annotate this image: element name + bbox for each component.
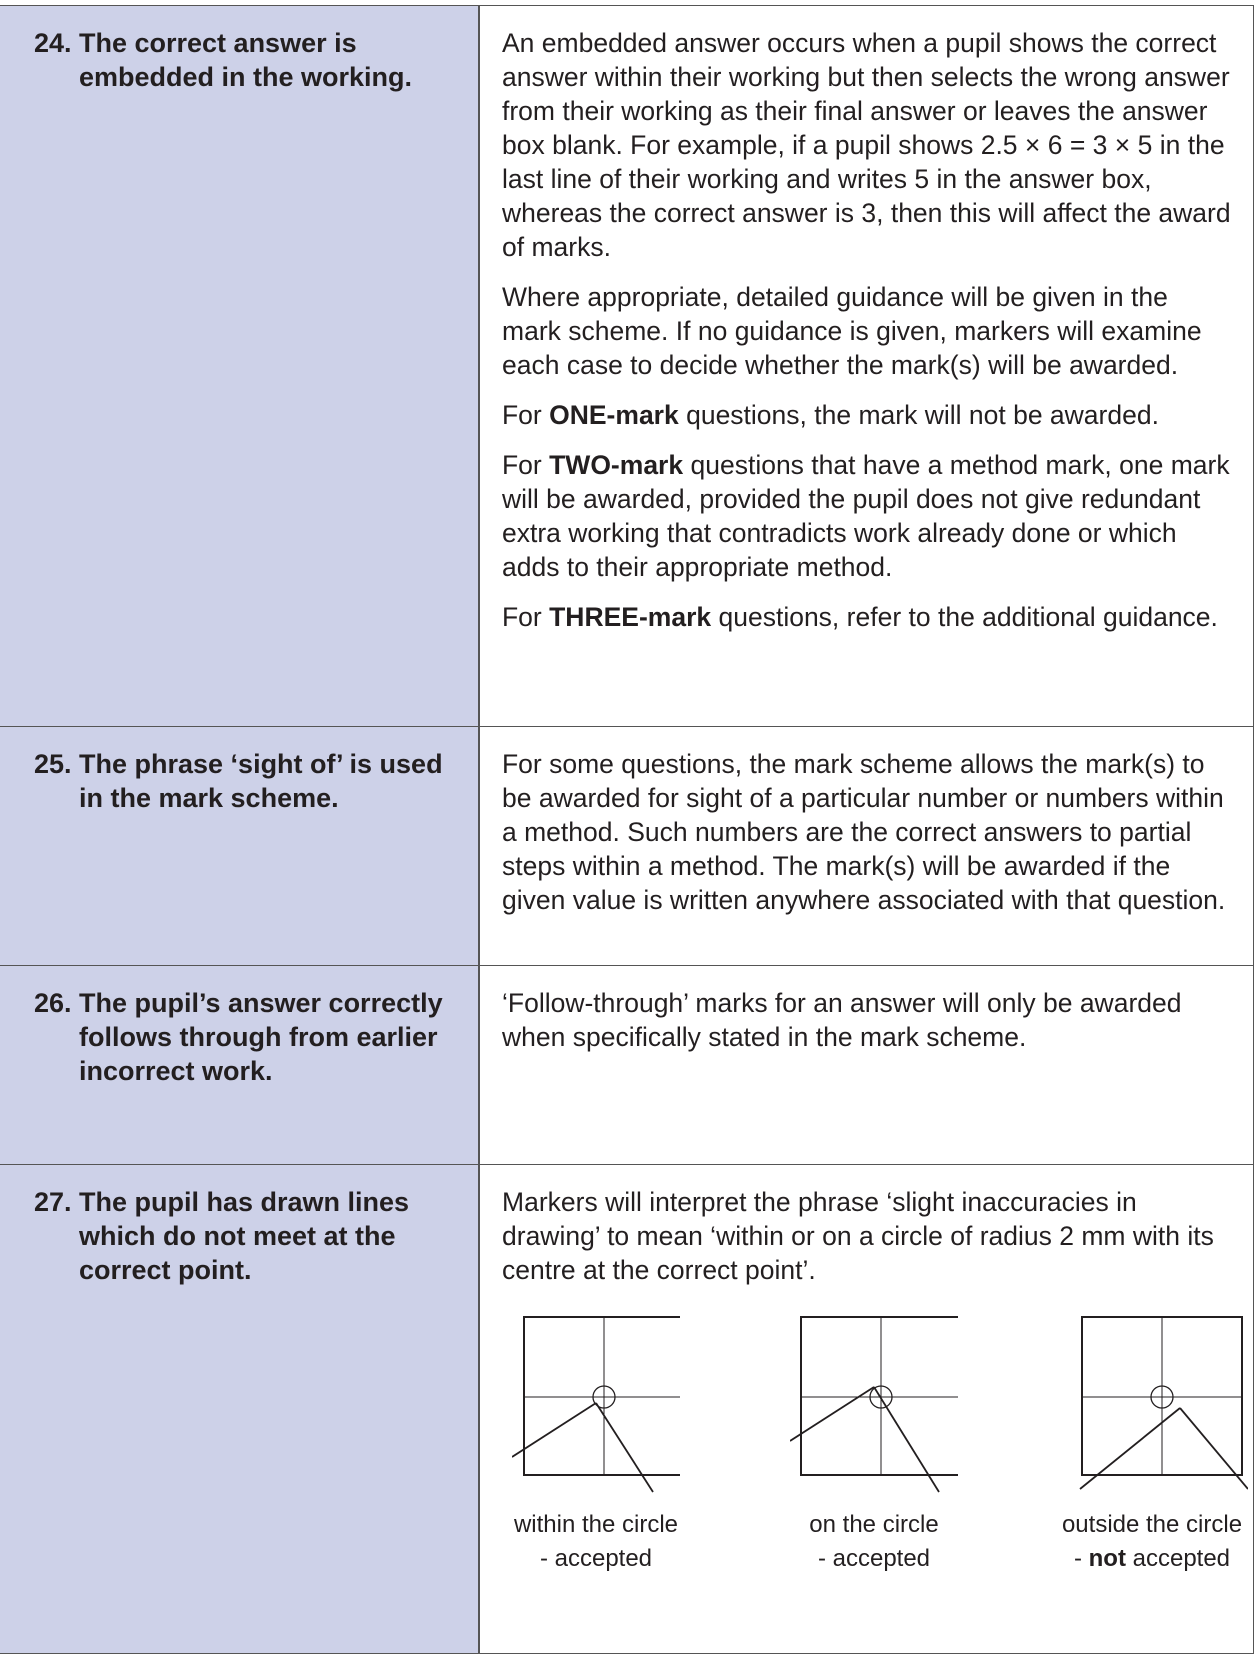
diagram-caption: within the circle - accepted	[513, 1511, 679, 1572]
drawn-line-left	[790, 1387, 874, 1441]
diagram-caption: on the circle - accepted	[809, 1511, 939, 1572]
rule-title: The correct answer is embedded in the working.	[79, 28, 413, 92]
rule-label-cell	[0, 6, 479, 727]
table-row	[0, 727, 1254, 966]
one-mark-emphasis: ONE-mark	[549, 400, 679, 430]
rule-guidance-cell	[479, 727, 1254, 966]
drawn-line-right	[1180, 1408, 1248, 1489]
drawn-line-right	[596, 1403, 653, 1492]
guidance-paragraph: An embedded answer occurs when a pupil shows the correct answer within their working but then selects the wrong answer from their working as their final answer or leaves the answer box blank. For example, if a pupil shows 2.5 × 6 = 3 × 5 in the last line of their working and writes 5 in the answer box, whereas the correct answer is 3, then this will affect the award of marks.	[502, 28, 1231, 262]
rule-heading	[34, 986, 458, 1088]
within-circle-figure	[512, 1303, 680, 1503]
drawn-line-right	[874, 1387, 939, 1492]
rule-number: 27.	[34, 1187, 72, 1217]
guidance-paragraph: Where appropriate, detailed guidance will be given in the mark scheme. If no guidance is given, markers will examine each case to decide whether the mark(s) will be awarded.	[502, 282, 1202, 380]
rule-heading	[34, 26, 458, 94]
diagram-on-circle	[790, 1303, 958, 1623]
outside-circle-figure	[1068, 1303, 1248, 1503]
rule-title: The phrase ‘sight of’ is used in the mark scheme.	[79, 749, 443, 813]
rule-number: 24.	[34, 28, 72, 58]
diagram-caption: outside the circle - not accepted	[1061, 1511, 1243, 1572]
rule-guidance-cell	[479, 1165, 1254, 1654]
one-mark-guidance: For ONE-mark questions, the mark will not be awarded.	[502, 400, 1159, 430]
on-circle-figure	[790, 1303, 958, 1503]
guidance-paragraph: ‘Follow-through’ marks for an answer will only be awarded when specifically stated in the mark scheme.	[502, 988, 1182, 1052]
rule-number: 25.	[34, 749, 72, 779]
not-emphasis: not	[1088, 1545, 1126, 1572]
rule-heading	[34, 1185, 458, 1287]
rule-label-cell	[0, 966, 479, 1165]
rule-title: The pupil’s answer correctly follows through from earlier incorrect work.	[79, 988, 443, 1086]
three-mark-emphasis: THREE-mark	[549, 602, 712, 632]
table-row	[0, 966, 1254, 1165]
two-mark-emphasis: TWO-mark	[549, 450, 684, 480]
three-mark-guidance: For THREE-mark questions, refer to the additional guidance.	[502, 602, 1218, 632]
two-mark-guidance: For TWO-mark questions that have a method mark, one mark will be awarded, provided the pupil does not give redundant extra working that contradicts work already done or which adds to their appropriate method.	[502, 450, 1230, 582]
rule-title: The pupil has drawn lines which do not meet at the correct point.	[79, 1187, 410, 1285]
diagram-outside-circle	[1061, 1303, 1243, 1623]
rule-heading	[34, 747, 458, 815]
rule-guidance-cell	[479, 966, 1254, 1165]
accuracy-diagrams	[502, 1303, 1254, 1623]
grid-square	[524, 1317, 680, 1475]
drawn-line-left	[1080, 1408, 1180, 1489]
rule-label-cell	[0, 727, 479, 966]
table-row	[0, 6, 1254, 727]
table-row	[0, 1165, 1254, 1654]
rule-guidance-cell	[479, 6, 1254, 727]
marking-rules-table	[0, 5, 1254, 1654]
diagram-within-circle	[512, 1303, 680, 1623]
guidance-paragraph: Markers will interpret the phrase ‘slight inaccuracies in drawing’ to mean ‘within or on a circle of radius 2 mm with its centre at the correct point’.	[502, 1187, 1214, 1285]
guidance-paragraph: For some questions, the mark scheme allows the mark(s) to be awarded for sight of a particular number or numbers within a method. Such numbers are the correct answers to partial steps within a method. The mark(s) will be awarded if the given value is written anywhere associated with that question.	[502, 749, 1226, 915]
rule-number: 26.	[34, 988, 72, 1018]
rule-label-cell	[0, 1165, 479, 1654]
